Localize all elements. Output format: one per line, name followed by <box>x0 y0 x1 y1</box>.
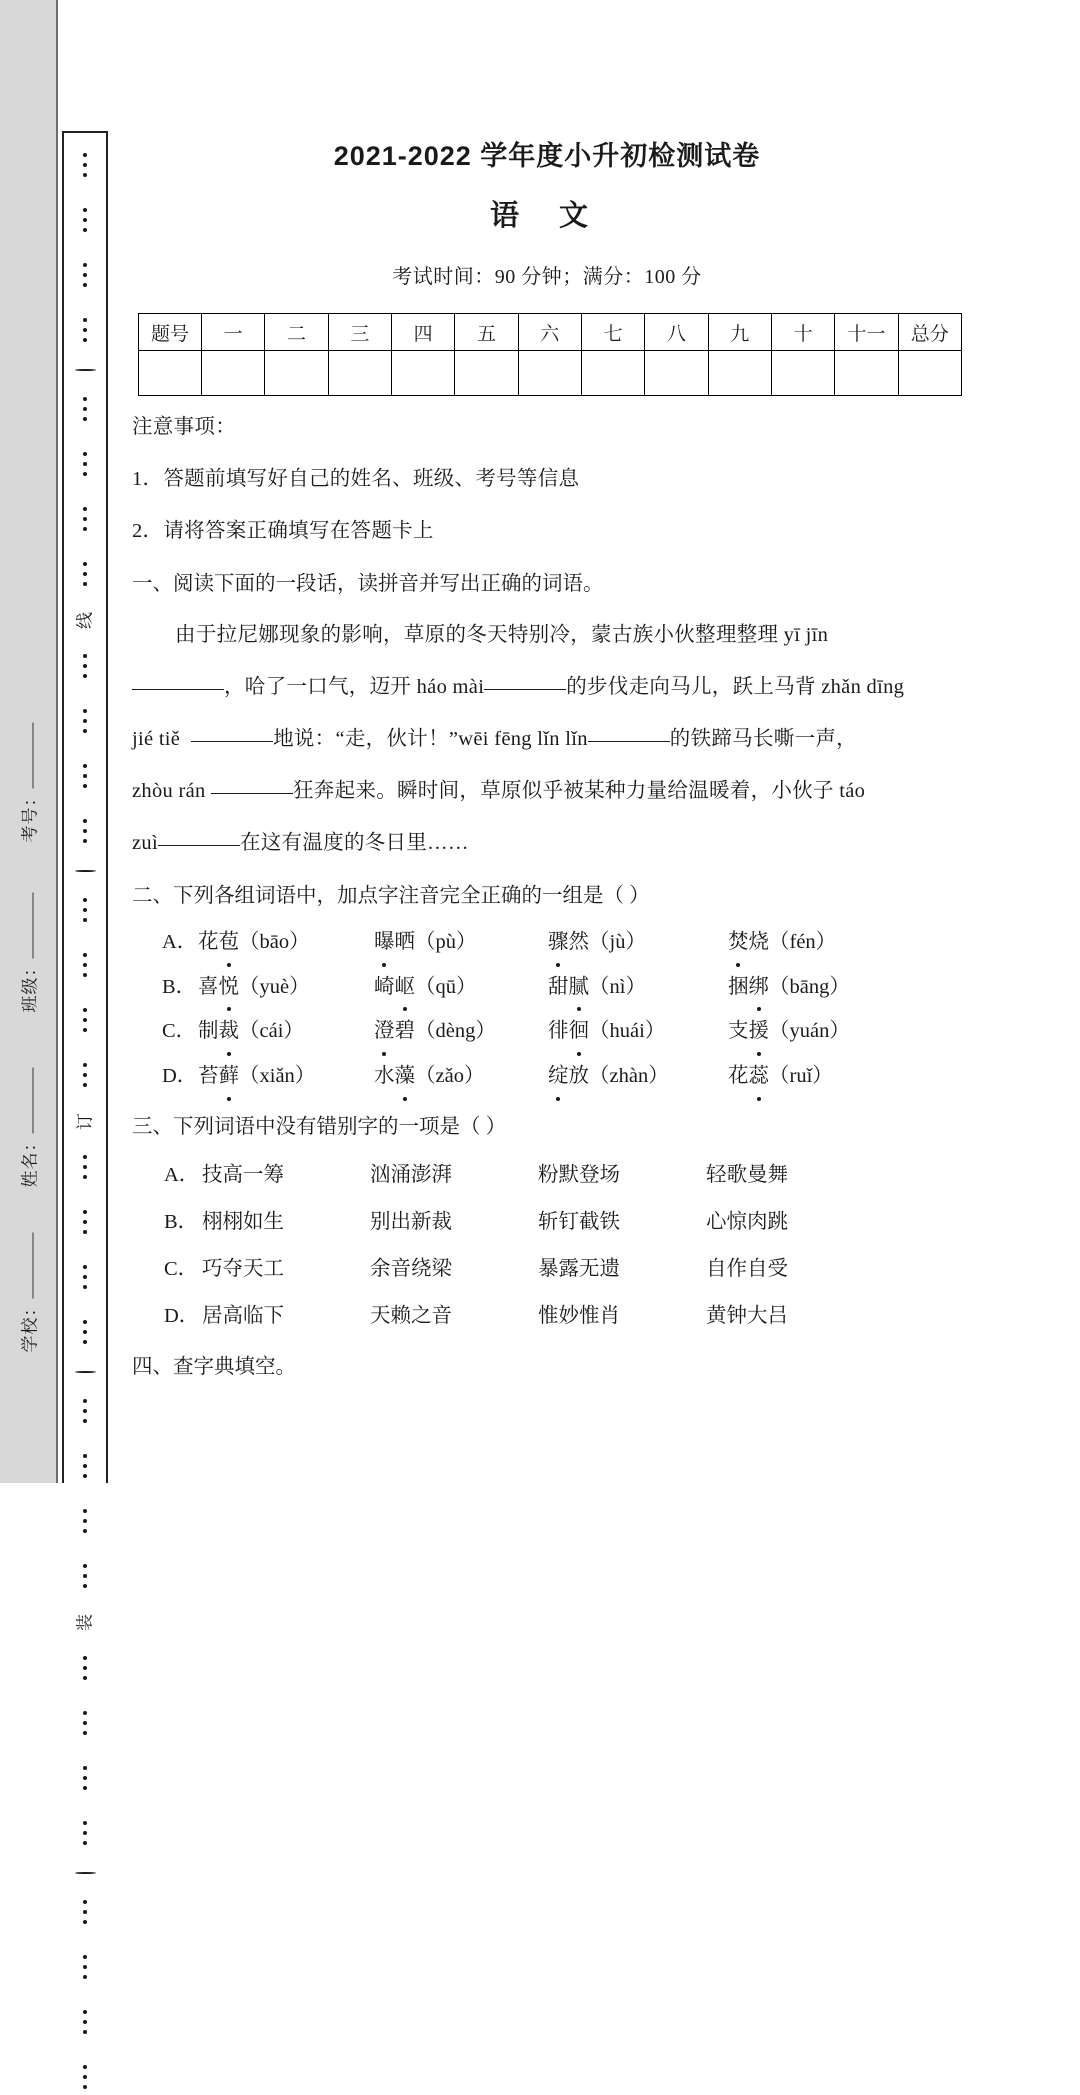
idiom-term: 惟妙惟肖 <box>538 1304 620 1327</box>
score-value-cell[interactable] <box>328 351 391 396</box>
seal-dot-group <box>83 1204 87 1240</box>
term-pinyin: （xiǎn） <box>239 1065 316 1088</box>
question-3-option-c[interactable] <box>132 1252 962 1288</box>
idiom-term: 粉默登场 <box>538 1164 620 1187</box>
term-pre: 苔 <box>198 1065 219 1088</box>
option-letter: A． <box>162 930 198 953</box>
option-term <box>728 1059 833 1095</box>
seal-dot-group <box>83 501 87 537</box>
notes-heading: 注意事项： <box>132 416 236 438</box>
answer-blank[interactable] <box>588 741 670 742</box>
seal-dot-group <box>83 758 87 794</box>
seal-dot-group <box>83 257 87 293</box>
option-letter: B． <box>164 1210 199 1233</box>
term-pre: 崎 <box>374 975 395 998</box>
score-header-cell: 一 <box>202 314 265 351</box>
seal-dot-group <box>83 1503 87 1539</box>
seal-dot-group <box>83 813 87 849</box>
answer-blank[interactable] <box>132 689 224 690</box>
seal-circle-icon <box>75 1872 96 1874</box>
pinyin-jie-tie: jié tiě <box>132 727 181 750</box>
seal-dot-group <box>83 1815 87 1851</box>
seal-dot-group <box>83 1894 87 1930</box>
option-letter: C． <box>164 1257 199 1280</box>
margin-field-label: 姓名： <box>20 1133 40 1188</box>
option-term <box>198 1059 374 1095</box>
margin-field-exam-number <box>16 703 41 843</box>
question-1-passage-line-5 <box>132 824 962 864</box>
dotted-char: 绽 <box>548 1059 569 1095</box>
score-value-cell[interactable] <box>202 351 265 396</box>
term-pre: 制 <box>198 1020 219 1043</box>
term-pinyin: （nì） <box>589 975 646 998</box>
term-pre: 捆 <box>728 975 749 998</box>
seal-dot-group <box>83 556 87 592</box>
option-term <box>728 970 850 1006</box>
score-value-cell[interactable] <box>139 351 202 396</box>
answer-blank[interactable] <box>211 793 293 794</box>
seal-dot-group <box>83 202 87 238</box>
idiom-term: 暴露无遗 <box>538 1257 620 1280</box>
seal-dot-group <box>83 1057 87 1093</box>
seal-dot-group <box>83 1949 87 1985</box>
dotted-char: 腻 <box>569 970 590 1006</box>
question-3-option-d[interactable] <box>132 1299 962 1335</box>
score-header-cell: 七 <box>581 314 644 351</box>
term-pre: 水 <box>374 1065 395 1088</box>
question-2-option-d[interactable] <box>132 1059 962 1095</box>
term-pre: 喜 <box>198 975 219 998</box>
option-term <box>728 1014 850 1050</box>
idiom-term: 心惊肉跳 <box>706 1210 788 1233</box>
passage-text: 地说：“走，伙计！” <box>273 727 459 750</box>
margin-field-class <box>16 873 41 1013</box>
idiom-term: 别出新裁 <box>370 1210 452 1233</box>
score-value-cell[interactable] <box>518 351 581 396</box>
notes-item-2: 2．请将答案正确填写在答题卡上 <box>132 519 434 542</box>
pinyin-zui: zuì <box>132 831 158 854</box>
term-pinyin: （zhàn） <box>589 1065 669 1088</box>
dotted-char: 曝 <box>374 925 395 961</box>
idiom-term: 巧夺天工 <box>202 1257 284 1280</box>
seal-dot-group <box>83 892 87 928</box>
dotted-char: 藻 <box>395 1059 416 1095</box>
term-pre: 花 <box>198 930 219 953</box>
table-row-header <box>139 314 962 351</box>
seal-dot-group <box>83 1558 87 1594</box>
exam-meta-line: 考试时间：90 分钟；满分：100 分 <box>392 266 702 288</box>
dotted-char: 蕊 <box>749 1059 770 1095</box>
pinyin-zhan-ding: zhǎn dīng <box>821 675 905 698</box>
exam-sheet <box>132 112 962 1387</box>
passage-text: 的铁蹄马长嘶一声， <box>669 727 857 750</box>
idiom-term: 栩栩如生 <box>202 1210 284 1233</box>
option-term <box>198 925 374 961</box>
dotted-char: 苞 <box>219 925 240 961</box>
dotted-char: 裁 <box>219 1014 240 1050</box>
pinyin-tao: táo <box>839 779 866 802</box>
option-term <box>198 970 374 1006</box>
question-1-passage-line-1 <box>132 616 962 656</box>
question-1-heading: 一、阅读下面的一段话，读拼音并写出正确的词语。 <box>132 572 604 595</box>
term-pinyin: （yuán） <box>769 1020 850 1043</box>
seal-char-zhuang: 装 <box>75 1614 95 1631</box>
idiom-term: 余音绕梁 <box>370 1257 452 1280</box>
score-value-cell[interactable] <box>645 351 708 396</box>
margin-field-label: 学校： <box>20 1298 40 1353</box>
score-value-cell[interactable] <box>771 351 834 396</box>
seal-dot-group <box>83 1314 87 1350</box>
question-3-heading: 三、下列词语中没有错别字的一项是（ ） <box>132 1116 507 1139</box>
seal-circle-icon <box>75 1371 96 1373</box>
seal-circle-icon <box>75 870 96 872</box>
question-3-option-a[interactable] <box>132 1158 962 1194</box>
term-post: 烧 <box>748 930 769 953</box>
idiom-term: 技高一筹 <box>202 1164 284 1187</box>
option-term <box>728 925 836 961</box>
answer-blank[interactable] <box>191 741 273 742</box>
page-title: 2021-2022 学年度小升初检测试卷 <box>333 141 761 171</box>
margin-field-label: 班级： <box>20 958 40 1013</box>
seal-dot-group <box>83 1002 87 1038</box>
seal-dot-group <box>83 446 87 482</box>
question-4-heading: 四、查字典填空。 <box>132 1355 296 1378</box>
pinyin-hao-mai: háo mài <box>416 675 485 698</box>
term-pinyin: （pù） <box>415 930 477 953</box>
subject-title: 语 文 <box>489 200 605 232</box>
dotted-char: 绑 <box>749 970 770 1006</box>
score-header-cell: 四 <box>391 314 454 351</box>
question-2-option-c[interactable] <box>132 1014 962 1050</box>
passage-text: 在这有温度的冬日里…… <box>239 831 469 854</box>
dotted-char: 藓 <box>219 1059 240 1095</box>
seal-dot-group <box>83 1650 87 1686</box>
table-row-scores <box>139 351 962 396</box>
seal-dot-group <box>83 2004 87 2040</box>
option-term <box>374 970 548 1006</box>
option-letter: B． <box>162 975 197 998</box>
term-post: 放 <box>568 1065 589 1088</box>
score-value-cell[interactable] <box>455 351 518 396</box>
seal-char-ding: 订 <box>75 1113 95 1130</box>
score-header-cell: 三 <box>328 314 391 351</box>
seal-dot-group <box>83 1760 87 1796</box>
idiom-term: 汹涌澎湃 <box>370 1164 452 1187</box>
term-pinyin: （bāo） <box>239 930 310 953</box>
passage-text: ，哈了一口气，迈开 <box>224 675 417 698</box>
option-term <box>548 1014 728 1050</box>
pinyin-wei-feng-lin-lin: wēi fēng lǐn lǐn <box>458 727 588 750</box>
pinyin-zhou-ran: zhòu rán <box>132 779 206 802</box>
option-letter: D． <box>162 1065 198 1088</box>
question-2-option-b[interactable] <box>132 970 962 1006</box>
term-pinyin: （yuè） <box>239 975 310 998</box>
score-header-cell: 九 <box>708 314 771 351</box>
idiom-term: 轻歌曼舞 <box>706 1164 788 1187</box>
term-pre: 徘 <box>548 1020 569 1043</box>
score-table <box>138 313 962 396</box>
margin-field-blank[interactable] <box>33 1068 34 1134</box>
seal-circle-icon <box>75 369 96 371</box>
term-post: 碧 <box>394 1020 415 1043</box>
score-header-cell: 总分 <box>898 314 961 351</box>
term-pinyin: （ruǐ） <box>769 1065 833 1088</box>
passage-text: 狂奔起来。瞬时间，草原似乎被某种力量给温暖着，小伙子 <box>293 779 840 802</box>
option-term <box>548 925 728 961</box>
score-value-cell[interactable] <box>581 351 644 396</box>
option-letter: D． <box>164 1304 200 1327</box>
seal-dot-group <box>83 703 87 739</box>
pinyin-yi-jin: yī jīn <box>783 623 829 646</box>
idiom-term: 自作自受 <box>706 1257 788 1280</box>
margin-field-label: 考号： <box>20 788 40 843</box>
dotted-char: 澄 <box>374 1014 395 1050</box>
seal-dot-group <box>83 947 87 983</box>
answer-blank[interactable] <box>158 845 240 846</box>
dotted-char: 援 <box>749 1014 770 1050</box>
question-3-option-b[interactable] <box>132 1205 962 1241</box>
score-header-cell: 二 <box>265 314 328 351</box>
option-term <box>548 970 728 1006</box>
term-pinyin: （dèng） <box>415 1020 496 1043</box>
term-post: 晒 <box>394 930 415 953</box>
idiom-term: 天赖之音 <box>370 1304 452 1327</box>
score-value-cell[interactable] <box>835 351 898 396</box>
term-pinyin: （cái） <box>239 1020 304 1043</box>
margin-field-blank[interactable] <box>33 893 34 959</box>
answer-blank[interactable] <box>484 689 566 690</box>
score-value-cell[interactable] <box>391 351 454 396</box>
seal-dot-group <box>83 648 87 684</box>
dotted-char: 徊 <box>569 1014 590 1050</box>
score-value-cell[interactable] <box>708 351 771 396</box>
seal-dot-group <box>83 1705 87 1741</box>
question-2-heading: 二、下列各组词语中，加点字注音完全正确的一组是（ ） <box>132 884 650 907</box>
score-header-cell: 十一 <box>835 314 898 351</box>
seal-dot-group <box>83 1149 87 1185</box>
seal-dot-group <box>83 312 87 348</box>
dotted-char: 焚 <box>728 925 749 961</box>
option-term <box>548 1059 728 1095</box>
seal-dot-group <box>83 391 87 427</box>
seal-char-xian: 线 <box>75 612 95 629</box>
term-pinyin: （jù） <box>589 930 646 953</box>
seal-dot-group <box>83 1448 87 1484</box>
term-pre: 支 <box>728 1020 749 1043</box>
option-term <box>374 925 548 961</box>
term-pinyin: （qū） <box>415 975 477 998</box>
option-term <box>374 1059 548 1095</box>
term-pinyin: （huái） <box>589 1020 666 1043</box>
student-info-fields <box>0 0 56 1483</box>
question-2-option-a[interactable] <box>132 925 962 961</box>
score-header-cell: 六 <box>518 314 581 351</box>
idiom-term: 居高临下 <box>202 1304 284 1327</box>
seal-line-column <box>62 131 108 1631</box>
passage-text: 由于拉尼娜现象的影响，草原的冬天特别冷，蒙古族小伙整理整理 <box>175 623 784 646</box>
notes-item-1: 1．答题前填写好自己的姓名、班级、考号等信息 <box>132 467 580 490</box>
margin-field-name <box>16 1048 41 1188</box>
score-header-cell: 十 <box>771 314 834 351</box>
margin-field-school <box>16 1213 41 1353</box>
passage-text: 的步伐走向马儿，跃上马背 <box>566 675 822 698</box>
margin-field-blank[interactable] <box>33 723 34 789</box>
margin-field-blank[interactable] <box>33 1233 34 1299</box>
term-post: 然 <box>568 930 589 953</box>
term-pinyin: （zǎo） <box>415 1065 485 1088</box>
score-header-cell: 八 <box>645 314 708 351</box>
seal-dot-group <box>83 2059 87 2095</box>
question-1-passage-line-3 <box>132 720 962 760</box>
question-1-passage-line-4 <box>132 772 962 812</box>
dotted-char: 悦 <box>219 970 240 1006</box>
option-term <box>374 1014 548 1050</box>
score-header-cell: 五 <box>455 314 518 351</box>
seal-dot-group <box>83 147 87 183</box>
score-value-cell[interactable] <box>265 351 328 396</box>
seal-dot-group <box>83 1393 87 1429</box>
term-pinyin: （bāng） <box>769 975 850 998</box>
option-letter: A． <box>164 1164 200 1187</box>
idiom-term: 斩钉截铁 <box>538 1210 620 1233</box>
term-pre: 甜 <box>548 975 569 998</box>
term-pre: 花 <box>728 1065 749 1088</box>
binding-margin-rule <box>56 0 58 1483</box>
dotted-char: 岖 <box>395 970 416 1006</box>
option-letter: C． <box>162 1020 197 1043</box>
option-term <box>198 1014 374 1050</box>
term-pinyin: （fén） <box>769 930 837 953</box>
score-value-cell[interactable] <box>898 351 961 396</box>
question-1-passage-line-2 <box>132 668 962 708</box>
score-header-cell: 题号 <box>139 314 202 351</box>
dotted-char: 骤 <box>548 925 569 961</box>
seal-dot-group <box>83 1259 87 1295</box>
idiom-term: 黄钟大吕 <box>706 1304 788 1327</box>
